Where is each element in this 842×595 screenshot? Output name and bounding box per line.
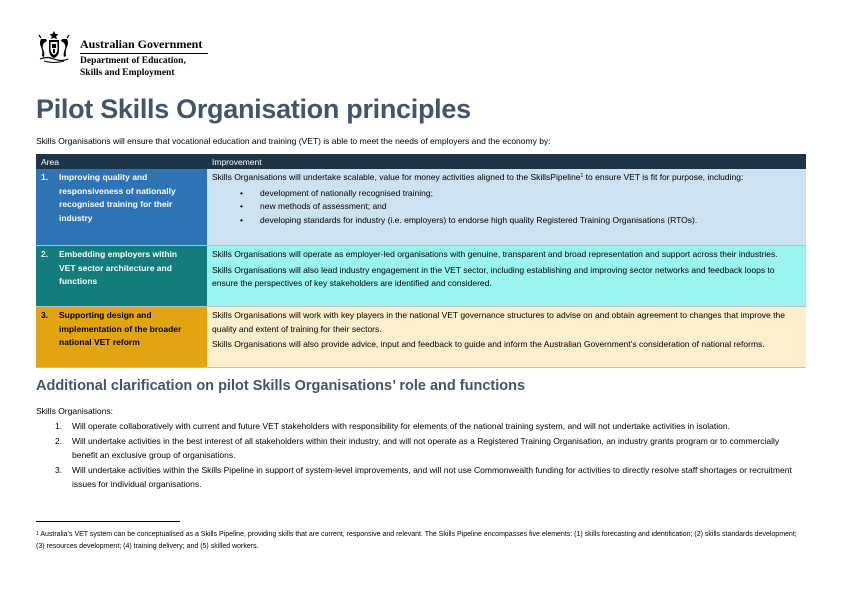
footnote-divider [36,521,180,522]
area-label: Improving quality and responsiveness of nationally recognised training for their industry [59,172,176,223]
improvement-cell [207,307,806,368]
department-line-1: Department of Education, [80,56,186,66]
clarification-list [36,419,806,492]
list-number: 1. [55,421,63,431]
improvement-text: Skills Organisations will also lead industry engagement in the VET sector, including establishing and improving sector networks and feedback loops to ensure the perspectives of key stakeholders are identified and considered. [212,264,775,288]
area-cell [36,169,207,246]
list-item [36,463,806,492]
clarification-heading: Additional clarification on pilot Skills Organisations’ role and functions [36,378,526,394]
intro-text: Skills Organisations will ensure that vocational education and training (VET) is able to meet the needs of employers and the economy by: [36,136,551,146]
area-number: 2. [41,249,49,259]
department-line-2: Skills and Employment [80,67,175,78]
table-row [36,246,806,307]
list-text: Will undertake activities in the best interest of all stakeholders within their industry, and will not operate as a Registered Training Organisation, an industry grants program or to commercially benefit an exclusive group of organisations. [72,435,780,461]
clarification-label: Skills Organisations: [36,406,114,416]
table-row [36,169,806,246]
list-text: Will undertake activities within the Skills Pipeline in support of system-level improvements, and will not use Commonwealth funding for activities to directly resolve staff shortages or recruitment issues for individual organisations. [72,464,792,490]
improvement-column-header: Improvement [207,154,806,169]
area-label: Embedding employers within VET sector architecture and functions [59,249,178,286]
improvement-text: Skills Organisations will operate as employer-led organisations with genuine, transparent and broad representation and support across their industries. [212,249,778,259]
improvement-cell [207,169,806,246]
table-row [36,307,806,368]
footnote-mark: 1 [36,531,39,537]
government-header [36,27,236,83]
improvement-cell [207,246,806,307]
area-cell [36,307,207,368]
improvement-text: Skills Organisations will also provide advice, input and feedback to guide and inform the Australian Government’s consideration of national reforms. [212,339,765,349]
list-item: • development of nationally recognised training; [240,187,801,201]
list-item: • new methods of assessment; and [240,200,801,214]
area-label: Supporting design and implementation of the broader national VET reform [59,310,182,347]
government-name: Australian Government [80,37,203,51]
list-number: 2. [55,435,63,446]
table-header-row [36,154,806,169]
list-item: • developing standards for industry (i.e. employers) to endorse high quality Registered Training Organisations (RTOs). [240,214,801,228]
area-column-header: Area [36,154,207,169]
footnote [36,529,806,553]
list-item [36,419,806,434]
area-number: 3. [41,310,49,320]
coat-of-arms-icon [36,27,72,65]
improvement-bullet-list [212,187,801,228]
area-cell [36,246,207,307]
list-text: Will operate collaboratively with current and future VET stakeholders with responsibility for elements of the national training system, and will not undertake activities in isolation. [72,421,730,431]
list-item [36,434,806,463]
principles-table [36,154,806,368]
improvement-text: Skills Organisations will undertake scalable, value for money activities aligned to the SkillsPipeline$^1$ to ensure VET is fit for purpose, including: [212,172,744,182]
footnote-reference[interactable]: 1 [580,173,584,179]
list-number: 3. [55,464,63,475]
area-number: 1. [41,172,49,182]
page-title: Pilot Skills Organisation principles [36,94,471,124]
footnote-text: Australia’s VET system can be conceptualised as a Skills Pipeline, providing skills that are current, responsive and relevant. The Skills Pipeline encompasses five elements: (1) skills forecasting and identification; (2) skills standards development; (3) resources development; (4) training delivery; and (5) skilled workers. [36,531,797,550]
improvement-text: Skills Organisations will work with key players in the national VET governance structures to advise on and obtain agreement to changes that improve the quality and extent of training for their sectors. [212,310,785,334]
header-divider [80,53,208,54]
